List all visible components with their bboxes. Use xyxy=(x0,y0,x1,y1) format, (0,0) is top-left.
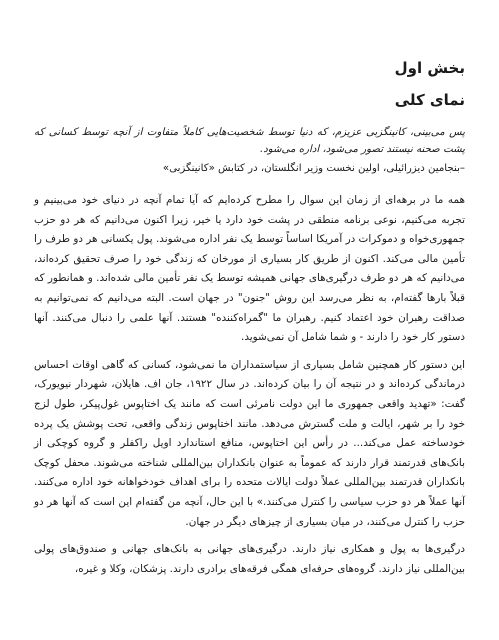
body-paragraph-2: این دستور کار همچنین شامل بسیاری از سیاستمداران ما نمی‌شود، کسانی که گاهی اوقات احساس درماندگی کرده‌اند و در نتیجه آن را بیان کرده‌اند. در سال ۱۹۲۲، جان اف. هایلان، شهردار نیویورک، گفت: «تهدید واقعی جمهوری ما این دولت نامرئی است که مانند یک اختاپوس غول‌پیکر، طول لزج خود را بر شهر، ایالت و ملت گسترش می‌دهد. مانند اختاپوس زندگی واقعی، تحت پوشش یک پرده خودساخته عمل می‌کند... در رأس این اختاپوس، منافع استاندارد اویل راکفلر و گروه کوچکی از بانک‌های قدرتمند قرار دارند که عموماً به عنوان بانکداران بین‌المللی شناخته می‌شوند. محفل کوچک بانکداران قدرتمند بین‌المللی عملاً دولت ایالات متحده را برای اهداف خودخواهانه خود اداره می‌کنند. آنها عملاً هر دو حزب سیاسی را کنترل می‌کنند.» با این حال، آنچه من گفته‌ام این است که آنها هر دو حزب را کنترل می‌کنند، در میان بسیاری از چیزهای دیگر در جهان. xyxy=(34,358,465,528)
epigraph-quote: پس می‌بینی، کانینگزبی عزیزم، که دنیا توسط شخصیت‌هایی کاملاً متفاوت از آنچه توسط کسانی که پشت صحنه نیستند تصور می‌شود، اداره می‌شود. xyxy=(34,127,465,155)
body-paragraph-3: درگیری‌ها به پول و همکاری نیاز دارند. درگیری‌های جهانی به بانک‌های جهانی و صندوق‌های پولی بین‌المللی نیاز دارند. گروه‌های حرفه‌ای همگی فرقه‌های برادری دارند. پزشکان، وکلا و غیره، xyxy=(34,543,465,575)
section-title: نمای کلی xyxy=(394,91,465,109)
body-paragraph-1: همه ما در برهه‌ای از زمان این سوال را مطرح کرده‌ایم که آیا تمام آنچه در دنیای خود می‌بینیم و تجربه می‌کنیم، نوعی برنامه منطقی در پشت خود دارد یا خیر، زیرا اکنون می‌دانیم که هر دو حزب جمهوری‌خواه و دموکرات در آمریکا اساساً توسط یک نفر اداره می‌شوند. پول یکسانی هر دو طرف را تأمین مالی می‌کند. اکنون از طریق کار بسیاری از مورخان که زندگی خود را صرف تحقیق کرده‌اند، می‌دانیم که هر دو طرف درگیری‌های جهانی همیشه توسط یک نفر تأمین مالی شده‌اند. و همانطور که قبلاً بارها گفته‌ام، به نظر می‌رسد این روش "جنون" در جهان است. البته می‌دانیم که نمی‌توانیم به صداقت رهبران خود اعتماد کنیم. رهبران ما "گمراه‌کننده" هستند. آنها علمی را دنبال می‌کنند. آنها دستور کار خود را دارند - و شما شامل آن نمی‌شوید. xyxy=(34,194,465,344)
part-title: بخش اول xyxy=(394,59,465,77)
epigraph-attribution: –بنجامین دیزرائیلی، اولین نخست وزیر انگلستان، در کتابش «کانینگزبی» xyxy=(162,163,465,174)
